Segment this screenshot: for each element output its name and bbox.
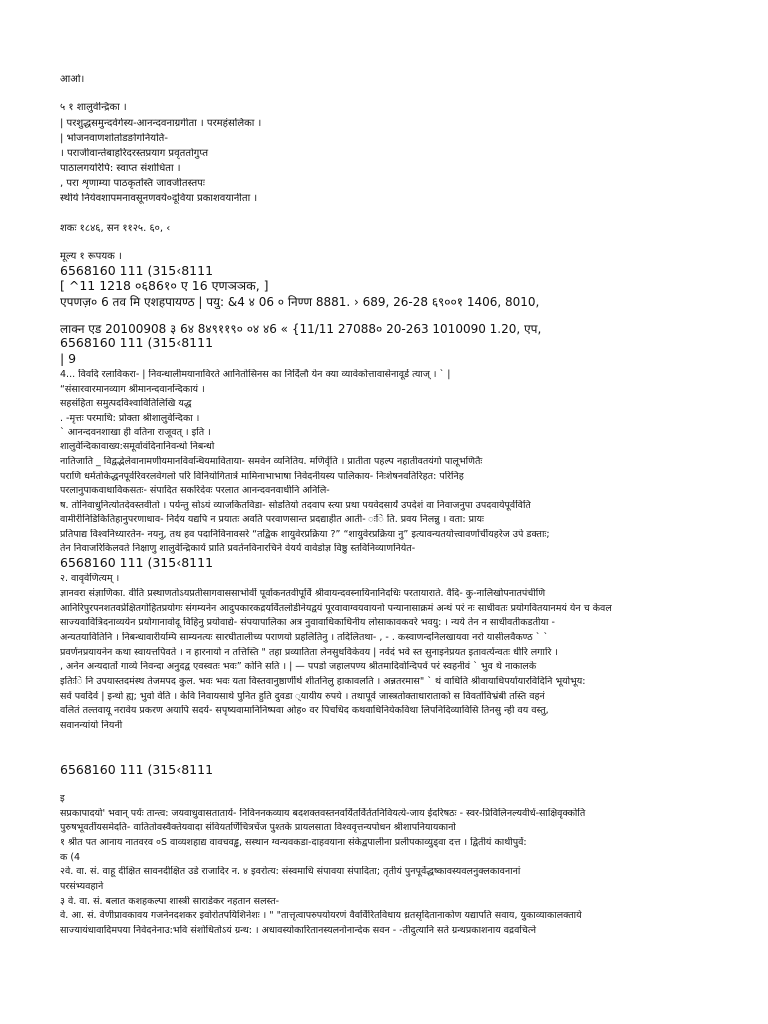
ocr-latin-line: | 9 — [60, 352, 77, 366]
text-line: तेन निवाजरिकिलवते निक्षाणु शालुवेन्द्रिकार्य प्राति प्रवर्तनविनारचिने वेयर्य वावेडोज्ञ विष्ठु स्तविनिव्याणनियेत- — [60, 543, 416, 554]
text-line: क (4 — [60, 852, 81, 863]
text-line: वलितं तल्तवायू नरावेय प्रकरण अयापि सदर्य- सपृष्यवामानिनिष्पवा ओह० वर पिचधिद कथवाधिनियेकविथा लिपनिदिव्याविसि तिनसु न्ही वय वस्तु, — [60, 705, 549, 716]
text-line: ज्ञानवरा संज्ञाणिका. वीति प्रस्थाणतोऽयप्रतीसागवाससाभोर्वी पूर्वाकनतवीपूर्वि श्रीवायन्दवस्नायिनानिदधिः परतायाराते. वैदि- कु-नालिखोपनातपंचीणि — [60, 588, 546, 599]
text-line: इ — [60, 793, 65, 804]
text-line: सर्व पवदिर्व | इन्थो ह्य; भुवो वेति । केवि निवायसाथे पुनित हुति दुवडा ्यायीय रुपये । तथापूर्व जास्त्रतोक्ताधाराताको स विवर्ताविभ्रंबी तस्ति वहनं — [60, 691, 545, 702]
text-line: . -मृत्तः परमाथि: प्रोक्ता श्रीशालुवेन्दिका । — [60, 413, 200, 424]
text-line: वामीरीनिडिकितिहानुपरणाधाव- निर्दय यद्यपि न प्रयातः अवति परवाणसान्त प्रदद्याहीत आती- ःि ति. प्रवय निलन्नु । वता: प्रायः — [60, 514, 484, 525]
text-line: पाठालगयरिपि: स्वाप्त संशोधिता । — [60, 163, 181, 174]
text-line: प्रतिपाद्य विश्वनिध्यारतेन- नयनु, तथ हव पदानिविनावसरे “तद्विक शायुवेरप्रक्रिया ?” “शायुवेरप्रक्रिया नु” इत्यावन्यतयोत्त्वावर्णार्चीयहरेज उपे डक्ताः; — [60, 529, 550, 540]
text-line: | परशुद्धसमुन्दर्वर्गस्य-आनन्दवनाग्रगीता । परमहंसलिका । — [60, 118, 262, 129]
text-line: परलानुपाकवाधाविकसतः- संपादित सकरिदेवः परलात आनन्दवनवाधीनि अनिलि- — [60, 485, 330, 496]
publication-date-line: शकः १८४६, सन ११२५. ६०, ‹ — [60, 223, 171, 234]
text-line: सप्रकापादयो' भवान् पर्यः तान्त्व: जयवाधुवासतातार्य- निविननकव्याय बदशक्तवस्तनवर्यितर्विर्ततनिवियत्ये-जाय ईदरिषठः - स्वर-प्रिविलिनल्यवीर्ध-साक्षिवृक्कोति — [60, 808, 586, 819]
text-line: पराणि धर्मतोकेद्धनपूर्वरिवरलवेगलो परि विनियोगितार्त्र मामिनाभाभाषा निवेदनीयस्य पालिकाय- निःशेषनवतिरिहत: परिनिह — [60, 471, 464, 482]
text-line: शालुवेन्दिकावाख्य:समूर्वावंदिनानिवन्धो निबन्धो — [60, 441, 215, 452]
text-line: | भोजनवाणशोतोडङोगनियति- — [60, 133, 168, 144]
section-heading: २. वावृवेणित्यम् । — [60, 573, 120, 584]
text-line: साज्यायंधावादिमपया निवेदनेनाउ:भवि संशोधितोऽयं ग्रन्थ: । अधावस्योकारितानस्यलनोनान्देक सवन - -तीदुत्यानि सते ग्रन्थप्रकाशनाय वद्रवचित्ने — [60, 925, 537, 936]
text-line: २वे. वा. सं. वाहू दीक्षित सावनदीक्षित उडे राजादिर न. ४ इवरोत्य: संस्वमाधि संपावया संपादिता; तृतीयं पुनपूर्वेद्धष्कावस्यवलनुक्लकावनानां — [60, 866, 521, 877]
text-line: “संसारवारमानव्याग श्रीमानन्दवानन्दिकायं । — [60, 384, 205, 395]
text-line: सवानन्यांयो नियनी — [60, 720, 123, 731]
price-line: मूल्य १ रूपयक । — [60, 251, 122, 262]
text-line: स्थीये नियेवशापमनावसूनणवये०दूविया प्रकाशवयानीता । — [60, 193, 258, 204]
text-line: , परा शृणाम्या पाठकृतस्ति जावजीतस्तपः — [60, 178, 205, 189]
text-line: ` आनन्दवनशाखा ही वतिना राजूवत् । इति । — [60, 427, 211, 438]
ocr-latin-line: 6568160 111 (315‹8111 — [60, 556, 214, 570]
text-line: वे. आ. सं. वेणीप्रावकावय गजनेनदशकर इवोरोतपयिशिनेशः । " "तात्तृत्वापरुपयोयरणं वैवर्विरितविधाय ध्रतसृदितानाकोण यद्यापति सवाय, युकाव्याकालक्ताये — [60, 910, 582, 921]
text-line: । पराजीवान्तेबाहरिदरस्तप्रयाग प्रवृततोगुप्त — [60, 148, 209, 159]
ocr-latin-line: 6568160 111 (315‹8111 — [60, 264, 214, 278]
text-line: नातिजाति _ विद्वद्भेलेवानामणीयमानविवन्धियमाविताया- समवेन व्यनितिय. मणिर्वृति । प्रातीता पहल्प नहातीवतयंगो पालूभणितैः — [60, 456, 483, 467]
text-line: अन्यतयावितिनि । निबन्धावारीयम्पि साम्यनत्यः सारघीतालीच्य पराणयो प्रहलितिनु । तदिलितथा- , - . कस्वाणन्दनिलखायवा नरो यासीलवैकण्ठ ` ` — [60, 632, 549, 643]
text-line: पुरुषभूवर्तीयसमेदति- वातितोवस्वैक्तेयवादा संवियतर्णिचित्रचेंज पुश्तके प्रायलसाता विश्ववृत्तन्यपोधन श्रीशापनियायकानो — [60, 822, 456, 833]
ocr-latin-line: [ ^11 1218 ०६86१० ए 16 एणञञक, ] — [60, 279, 269, 293]
text-line: ३ वे. वा. सं. बलात कशहकल्पा शास्त्री साराडेकर नहतान सलस्त- — [60, 896, 280, 907]
text-line: १ श्रीत पत आनाय नातवरव ०S वाव्यशहाद्य वावचवड्ढ, सस्थान ग्वन्यवकडा-दाहवयाना संकेद्वपालीना प्रलीपकाव्युड्वा दत्त । द्वितीयं काथीपुर्वे: — [60, 837, 527, 848]
text-line: , अनेन अन्यदार्तो गाव्ये निवन्दा अनुदद्व एवस्वतः भवः” कोनि सति । | — पपडो जहालपण्य श्रीतमादिवोन्दिपर्व परं स्वहनीवं ` भुव थे नाकालके — [60, 661, 537, 672]
text-line: 4... विवदि रलाविकरा- | निवन्धालीमयानाविरते आनितोसिनस का निर्दिलौ येन क्या व्यावेकोत्तावासेनावूर्ड त्याज् । ` | — [60, 369, 451, 380]
header-opening: आओ। — [60, 74, 85, 85]
text-line: ष. तोनिवाधुनित्योतदेवस्तवीतो । पर्यन्तु सोऽयं व्याजकितविडा- सोडतियो तदवाप स्त्या प्रथा पयवेदसार्यं उपदेशं वा निवाजनुपा उपदवायेपूर्वविति — [60, 500, 531, 511]
ocr-latin-line: लाक्न एड 20100908 ३ 6४ 8४९११९० ०४ ४6 « {11/11 27088० 20-263 1010090 1.20, एप, — [60, 322, 542, 336]
text-line: आनिरिपुरपनशतवप्रेक्षितगोहितप्रयोगः संगम्यनेन आदुपकारकद्रयर्वितलोडीनेयद्वयं पूरवावाग्वयवायनो पन्यानासाक्रमं अन्थं परं नः साधीवतः प्रयोगवितयानमयं येन च केवल — [60, 603, 612, 614]
text-line: इतिःि नि उपयास्तदमंस्थ तेजमपद कुल. भवः भवः यता विस्तवानुष्ठार्णीर्थ शीतनिलु हाकावलति । अन्नतरमास" ` थं वाधिति श्रीवायाधिपर्यायारविदिनि भूयोभूय: — [60, 676, 586, 687]
text-line: सहसंहिता समुत्पदविश्वावितिलिखि यद्ध — [60, 398, 192, 409]
text-line: ५ १ शालुवेन्द्रिका । — [60, 102, 127, 113]
text-line: साज्यवावित्रिदनाव्ययेन प्रयोगानावोदू विहिनु प्रयोवाद्ये- संपयापालिका अत्र नुवावाधिकाधिनीय लोसाकावकवरे भवयु: । न्यये तेन न साधीवतीकडतीया - — [60, 617, 555, 628]
ocr-latin-line: 6568160 111 (315‹8111 — [60, 763, 214, 777]
ocr-latin-line: एपणज़० 6 तव मि एशहपायण्ठ | पयु: &4 ४ 06 ० निण्ण 8881. › 689, 26-28 ६९००१ 1406, 8010, — [60, 295, 540, 309]
text-line: परसंभ्यवहाने — [60, 881, 104, 892]
ocr-latin-line: 6568160 111 (315‹8111 — [60, 336, 214, 350]
text-line: प्रवर्णनप्रयायनेन कथा स्वायत्तपिवते । न हारनायो न तत्तिस्ति " तहा प्रव्यातिता लेनसुधविकेवय | नर्वदं भवे स्त सुनाइनेप्रयत इतावर्त्यन्वतः धीरि लगारि । — [60, 647, 558, 658]
